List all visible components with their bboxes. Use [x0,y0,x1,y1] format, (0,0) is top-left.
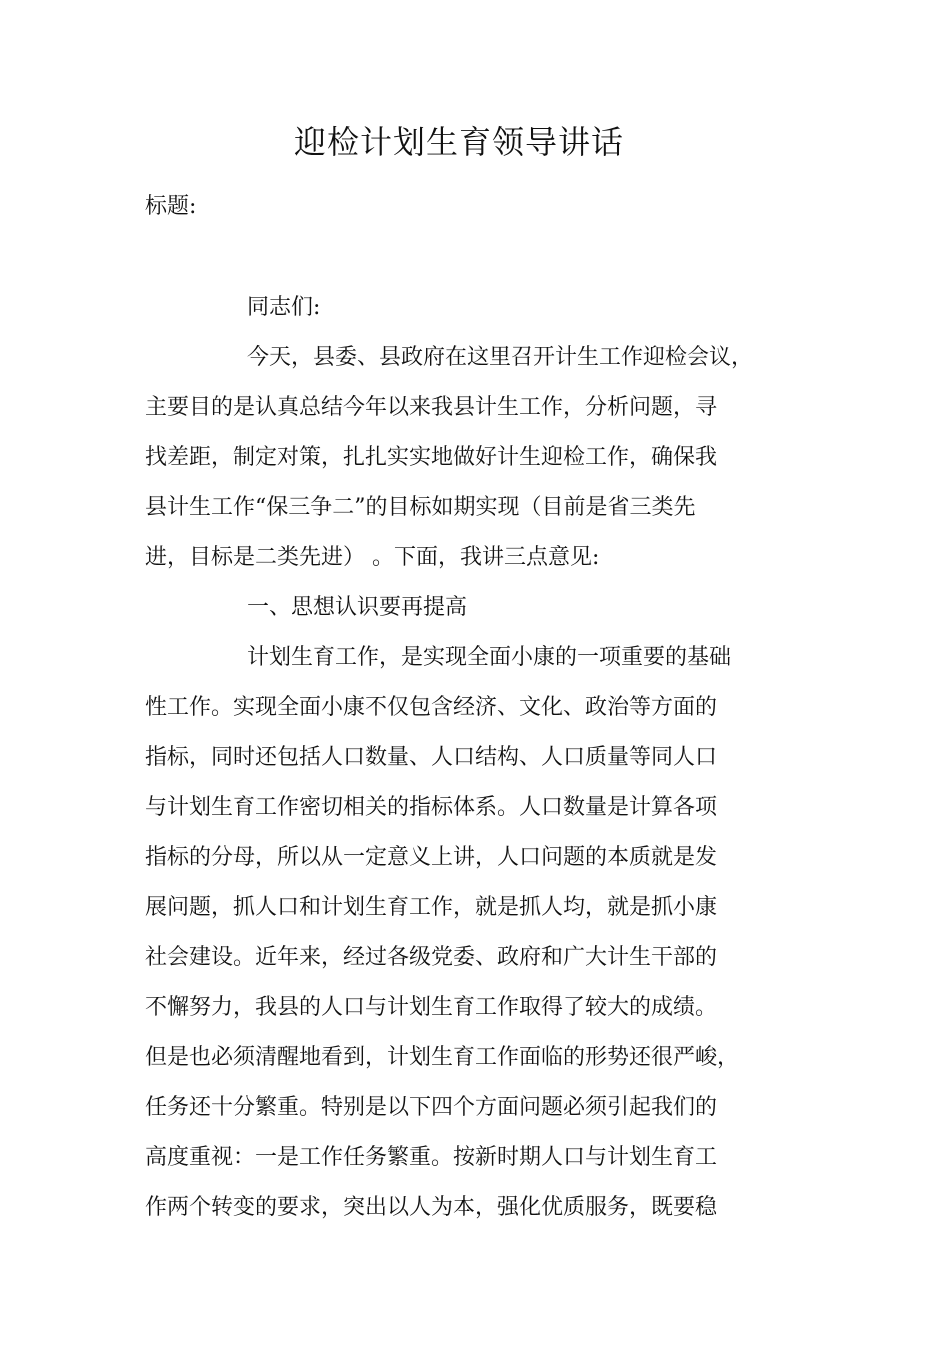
paragraph-line: 社会建设。近年来，经过各级党委、政府和广大计生干部的 [145,945,718,970]
paragraph-line: 指标的分母，所以从一定意义上讲，人口问题的本质就是发 [145,845,718,870]
paragraph-line: 主要目的是认真总结今年以来我县计生工作，分析问题，寻 [145,395,718,420]
document-title: 迎检计划生育领导讲话 [293,123,624,161]
paragraph-line: 高度重视：一是工作任务繁重。按新时期人口与计划生育工 [145,1145,718,1170]
paragraph-line: 计划生育工作，是实现全面小康的一项重要的基础 [247,645,732,670]
paragraph-line: 任务还十分繁重。特别是以下四个方面问题必须引起我们的 [145,1095,718,1120]
paragraph-line: 指标，同时还包括人口数量、人口结构、人口质量等同人口 [145,745,718,770]
paragraph-line: 县计生工作“保三争二”的目标如期实现（目前是省三类先 [145,495,696,520]
paragraph-line: 进，目标是二类先进） 。下面，我讲三点意见: [145,545,600,570]
paragraph-line: 性工作。实现全面小康不仅包含经济、文化、政治等方面的 [145,695,718,720]
title-label: 标题: [145,194,197,219]
paragraph-line: 同志们: [247,295,321,320]
paragraph-line: 不懈努力，我县的人口与计划生育工作取得了较大的成绩。 [145,995,718,1020]
paragraph-line: 今天，县委、县政府在这里召开计生工作迎检会议， [247,345,754,370]
paragraph-line: 作两个转变的要求，突出以人为本，强化优质服务，既要稳 [145,1195,718,1220]
paragraph-line: 展问题，抓人口和计划生育工作，就是抓人均，就是抓小康 [145,895,718,920]
document-body [145,283,770,1233]
paragraph-line: 但是也必须清醒地看到，计划生育工作面临的形势还很严峻， [145,1045,740,1070]
section-heading: 一、思想认识要再提高 [247,595,468,620]
paragraph-line: 与计划生育工作密切相关的指标体系。人口数量是计算各项 [145,795,718,820]
paragraph-line: 找差距，制定对策，扎扎实实地做好计生迎检工作，确保我 [145,445,718,470]
